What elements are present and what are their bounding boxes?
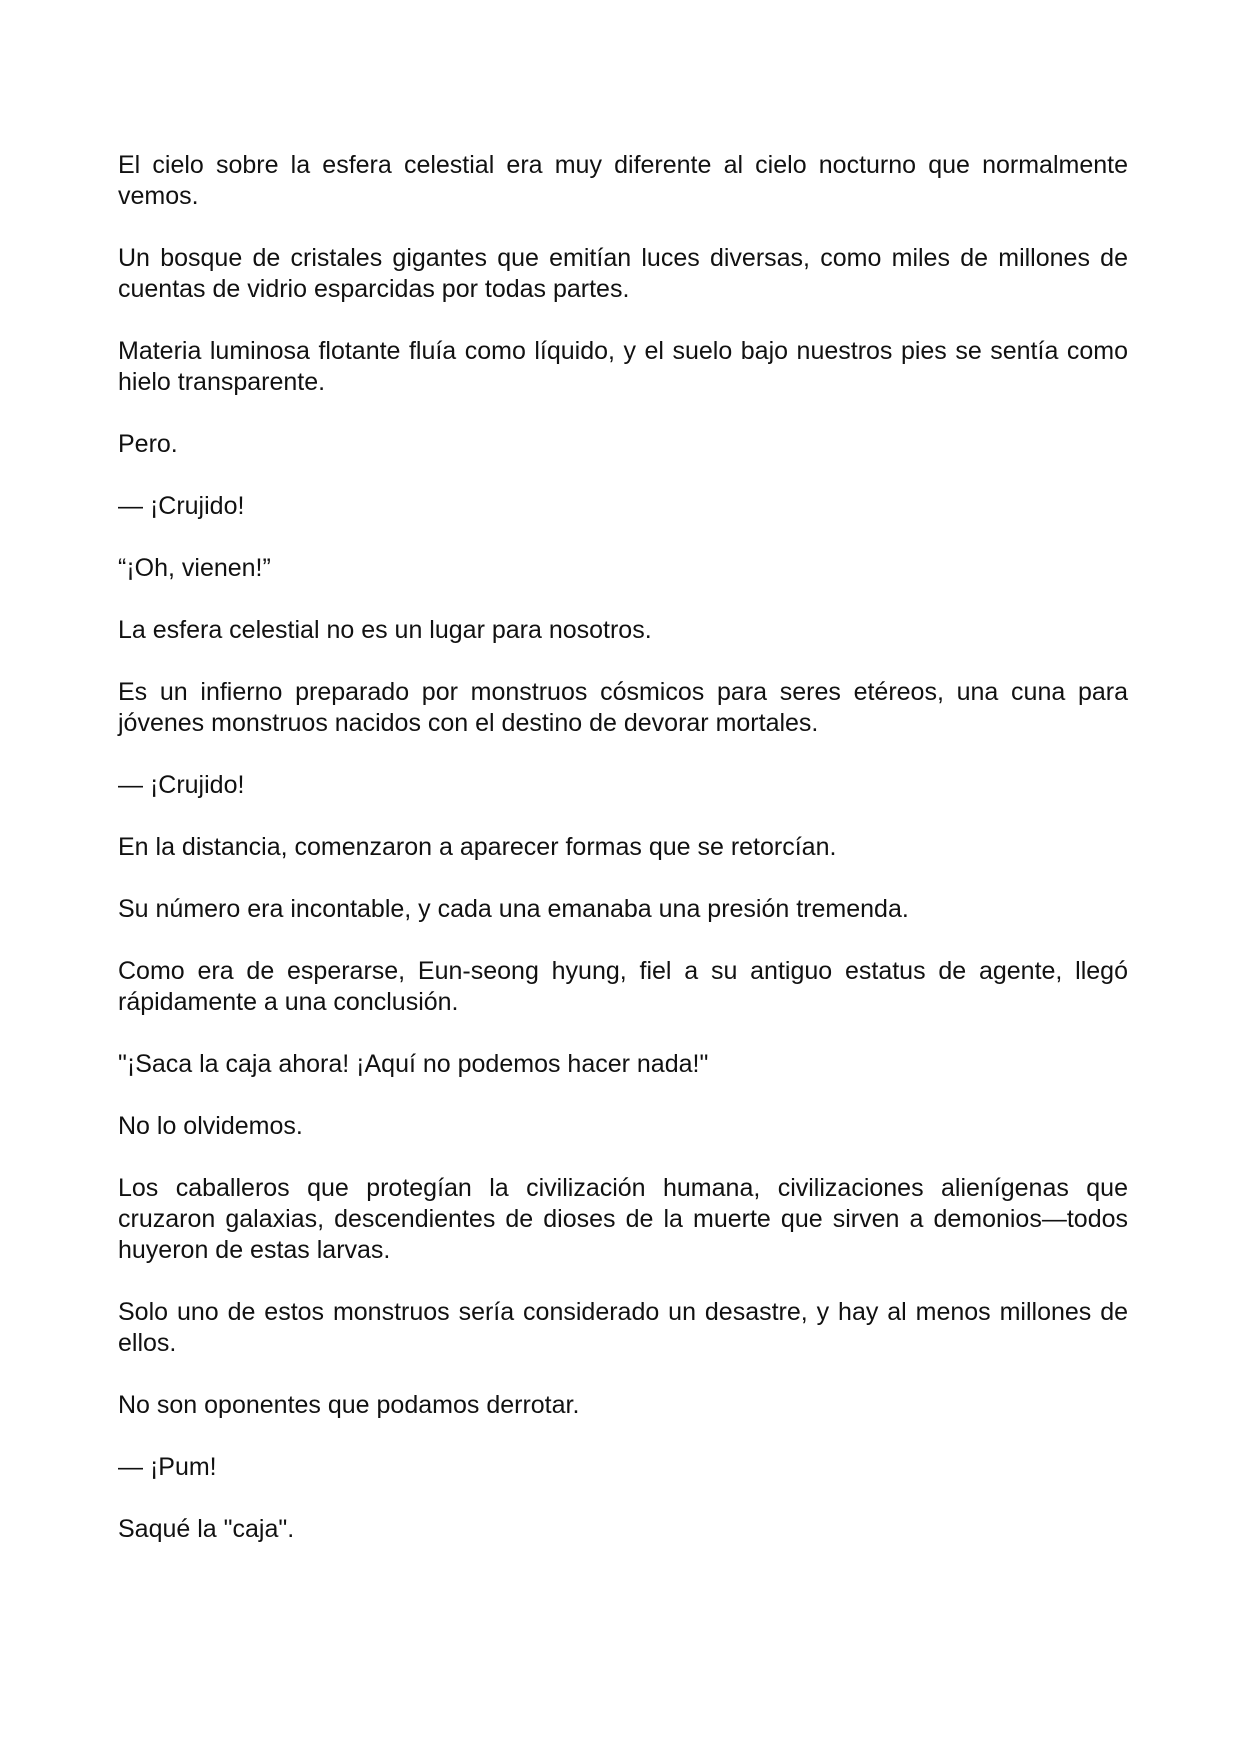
paragraph: La esfera celestial no es un lugar para nosotros.	[118, 616, 652, 644]
paragraph: En la distancia, comenzaron a aparecer formas que se retorcían.	[118, 833, 837, 861]
paragraph: — ¡Crujido!	[118, 771, 245, 799]
paragraph: El cielo sobre la esfera celestial era muy diferente al cielo nocturno que normalmente vemos.	[118, 151, 1128, 210]
paragraph: Es un infierno preparado por monstruos cósmicos para seres etéreos, una cuna para jóvenes monstruos nacidos con el destino de devorar mortales.	[118, 678, 1128, 737]
paragraph: Materia luminosa flotante fluía como líquido, y el suelo bajo nuestros pies se sentía como hielo transparente.	[118, 337, 1128, 396]
paragraph: Como era de esperarse, Eun-seong hyung, fiel a su antiguo estatus de agente, llegó rápidamente a una conclusión.	[118, 957, 1128, 1016]
paragraph: Solo uno de estos monstruos sería considerado un desastre, y hay al menos millones de ellos.	[118, 1298, 1128, 1357]
paragraph: Los caballeros que protegían la civilización humana, civilizaciones alienígenas que cruzaron galaxias, descendientes de dioses de la muerte que sirven a demonios—todos huyeron de estas larvas.	[118, 1174, 1128, 1264]
paragraph: Saqué la "caja".	[118, 1515, 295, 1543]
document-body	[118, 150, 1128, 1545]
paragraph: No son oponentes que podamos derrotar.	[118, 1391, 580, 1419]
paragraph: Un bosque de cristales gigantes que emitían luces diversas, como miles de millones de cuentas de vidrio esparcidas por todas partes.	[118, 244, 1128, 303]
paragraph: — ¡Pum!	[118, 1453, 217, 1481]
paragraph: Pero.	[118, 430, 178, 458]
paragraph: "¡Saca la caja ahora! ¡Aquí no podemos hacer nada!"	[118, 1050, 709, 1078]
paragraph: Su número era incontable, y cada una emanaba una presión tremenda.	[118, 895, 909, 923]
paragraph: “¡Oh, vienen!”	[118, 554, 271, 582]
paragraph: — ¡Crujido!	[118, 492, 245, 520]
paragraph: No lo olvidemos.	[118, 1112, 303, 1140]
